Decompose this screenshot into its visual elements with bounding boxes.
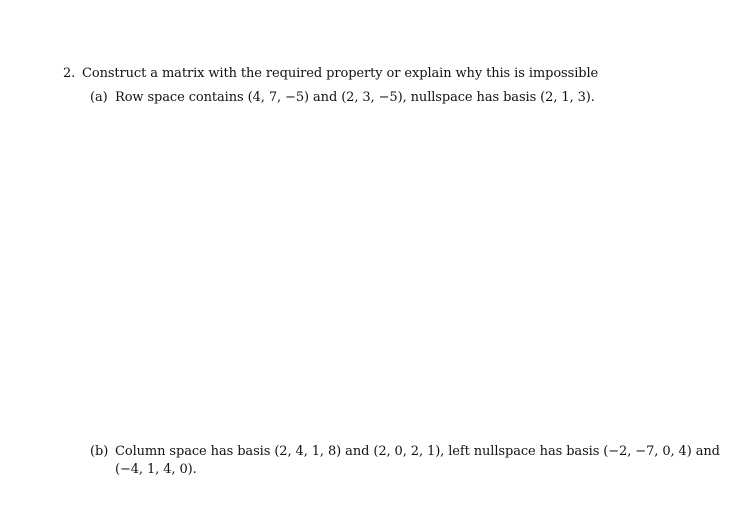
problem-number: 2. bbox=[63, 66, 76, 81]
problem-header bbox=[63, 65, 598, 83]
problem-instruction: Construct a matrix with the required property or explain why this is impossible bbox=[82, 66, 599, 81]
part-b-continuation bbox=[115, 461, 197, 479]
part-a-text: Row space contains (4, 7, −5) and (2, 3, −5), nullspace has basis (2, 1, 3). bbox=[115, 90, 595, 105]
part-b-label: (b) bbox=[90, 444, 109, 459]
part-b-text-line2: (−4, 1, 4, 0). bbox=[115, 462, 197, 477]
part-a-label: (a) bbox=[90, 90, 108, 105]
part-b bbox=[90, 443, 720, 461]
part-a bbox=[90, 89, 595, 107]
part-b-text-line1: Column space has basis (2, 4, 1, 8) and (2, 0, 2, 1), left nullspace has basis (−2, −7, 0, 4) and bbox=[115, 444, 720, 459]
